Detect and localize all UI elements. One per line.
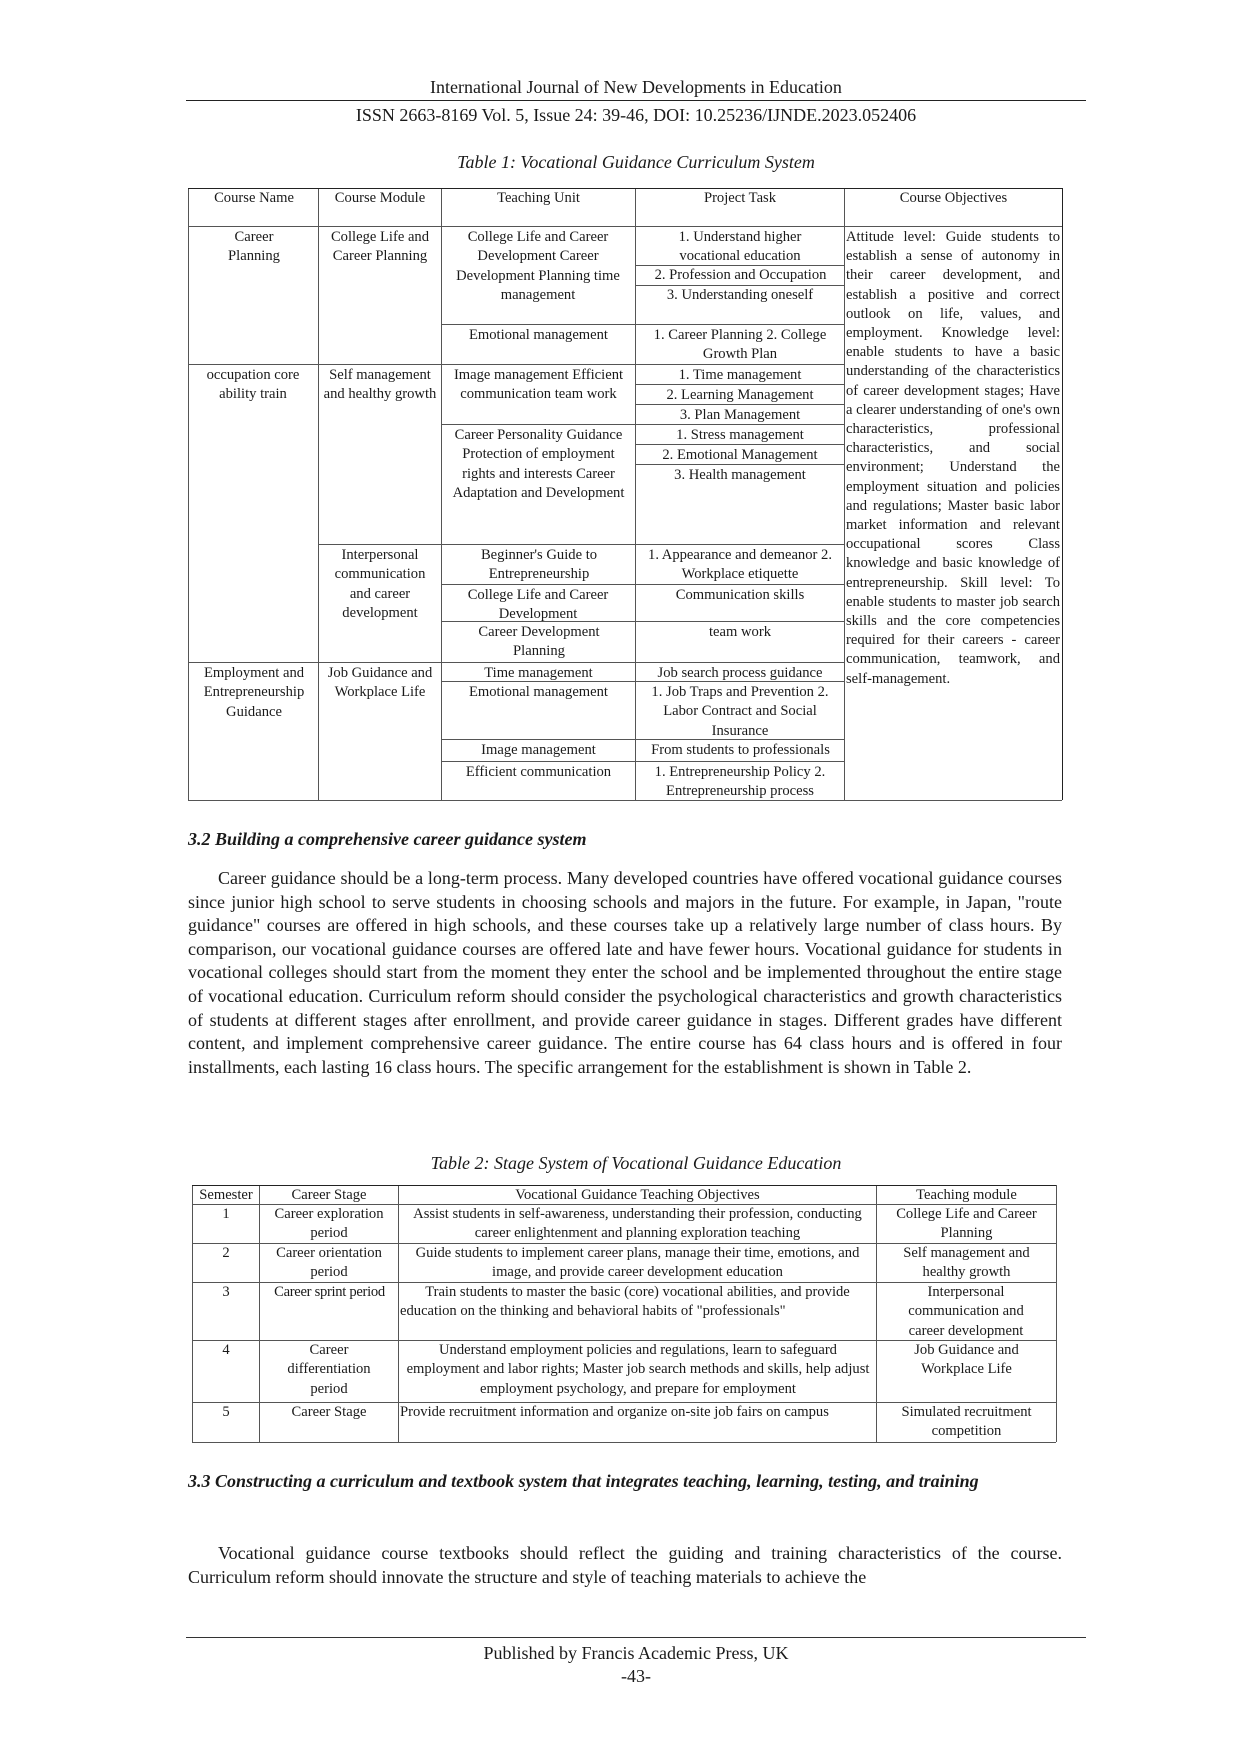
- t1-task: 3. Plan Management: [679, 407, 801, 423]
- t2-header-teaching-module: Teaching module: [916, 1187, 1017, 1203]
- t2-objectives: Assist students in self-awareness, understanding their profession, conducting career enlightenment and planning exploration teaching: [413, 1206, 862, 1242]
- t1-task: From students to professionals: [651, 742, 830, 758]
- t1-unit: College Life and Career Development Career Development Planning time management: [456, 229, 620, 304]
- t1-module: Interpersonal communication and career development: [334, 547, 426, 622]
- t1-course-name: Employment and Entrepreneurship Guidance: [203, 665, 305, 720]
- t2-module: Self management and healthy growth: [903, 1245, 1030, 1281]
- t1-task: Communication skills: [675, 587, 805, 603]
- footer-publisher: Published by Francis Academic Press, UK: [483, 1643, 789, 1663]
- t1-task: 1. Career Planning 2. College Growth Plan: [653, 327, 827, 363]
- t1-course-name: Career Planning: [228, 229, 280, 265]
- t2-stage: Career orientation period: [276, 1245, 382, 1281]
- t2-objectives: Guide students to implement career plans, manage their time, emotions, and image, and provide career development education: [415, 1245, 860, 1281]
- t2-objectives: Understand employment policies and regulations, learn to safeguard employment and labor rights; Master job search methods and skills, help adjust employment psychology, and prepare for employment: [406, 1342, 870, 1397]
- t1-unit: Efficient communication: [465, 764, 612, 780]
- t1-task: 1. Entrepreneurship Policy 2. Entrepreneurship process: [654, 764, 826, 800]
- t2-semester: 3: [222, 1284, 230, 1300]
- t1-unit: Time management: [484, 665, 593, 681]
- t1-task: 1. Time management: [678, 367, 802, 383]
- t1-module: College Life and Career Planning: [330, 229, 430, 265]
- t1-unit: Career Personality Guidance Protection of employment rights and interests Career Adaptation and Development: [452, 427, 625, 502]
- t2-stage: Career Stage: [291, 1404, 367, 1420]
- section-3-3-heading: 3.3 Constructing a curriculum and textbook system that integrates teaching, learning, testing, and training: [188, 1471, 979, 1491]
- t2-module: Interpersonal communication and career development: [908, 1284, 1024, 1339]
- t2-semester: 4: [222, 1342, 230, 1358]
- t1-task: 1. Appearance and demeanor 2. Workplace etiquette: [648, 547, 832, 583]
- section-3-3-paragraph: [188, 1542, 1062, 1589]
- t1-task: 2. Learning Management: [666, 387, 814, 403]
- journal-title: International Journal of New Developments in Education: [430, 77, 842, 97]
- t1-header-course-objectives: Course Objectives: [899, 190, 1008, 206]
- t1-task: 2. Emotional Management: [662, 447, 818, 463]
- t2-header-objectives: Vocational Guidance Teaching Objectives: [515, 1187, 760, 1203]
- t2-stage: Career sprint period: [274, 1284, 385, 1300]
- t1-header-course-name: Course Name: [214, 190, 294, 206]
- t2-module: Simulated recruitment competition: [901, 1404, 1032, 1440]
- t1-header-teaching-unit: Teaching Unit: [497, 190, 580, 206]
- t1-unit: Emotional management: [468, 684, 608, 700]
- paragraph-text: Vocational guidance course textbooks should reflect the guiding and training characteristics of the course. Curriculum reform should innovate the structure and style of teaching materials to achieve the: [188, 1543, 1062, 1587]
- t1-task: 1. Job Traps and Prevention 2. Labor Contract and Social Insurance: [651, 684, 829, 739]
- t1-task: 3. Health management: [674, 467, 806, 483]
- t2-semester: 2: [222, 1245, 230, 1261]
- paragraph-text: Career guidance should be a long-term process. Many developed countries have offered vocational guidance courses since junior high school to serve students in choosing schools and majors in the future. For example, in Japan, "route guidance" courses are offered in high schools, and these courses take up a relatively large number of class hours. By comparison, our vocational guidance courses are offered late and have fewer hours. Vocational guidance for students in vocational colleges should start from the moment they enter the school and be implemented throughout the entire stage of vocational education. Curriculum reform should consider the psychological characteristics and growth characteristics of students at different stages after enrollment, and provide career guidance in stages. Different grades have different content, and implement comprehensive career guidance. The entire course has 64 class hours and is offered in four installments, each lasting 16 class hours. The specific arrangement for the establishment is shown in Table 2.: [188, 868, 1062, 1077]
- table1-caption: Table 1: Vocational Guidance Curriculum System: [457, 152, 815, 172]
- t1-unit: Image management: [481, 742, 596, 758]
- t1-course-name: occupation core ability train: [206, 367, 300, 403]
- t1-course-objectives: Attitude level: Guide students to establish a sense of autonomy in their career development, and establish a positive and correct outlook on life, values, and employment. Knowledge level: enable students to have a basic understanding of the characteristics of career development stages; Have a clearer understanding of one's own characteristics, professional characteristics, and social environment; Understand the employment situation and policies and regulations; Master basic labor market information and relevant occupational scores Class knowledge and basic knowledge of entrepreneurship. Skill level: To enable students to master job search skills and the core competencies required for their careers - career communication, teamwork, and self-management.: [846, 229, 1060, 687]
- t1-task: team work: [708, 624, 771, 640]
- t1-task: Job search process guidance: [657, 665, 823, 681]
- t1-task: 3. Understanding oneself: [666, 287, 814, 303]
- t1-unit: Image management Efficient communication team work: [453, 367, 624, 403]
- t1-task: 1. Stress management: [676, 427, 804, 443]
- t1-task: 2. Profession and Occupation: [654, 267, 827, 283]
- t2-header-semester: Semester: [199, 1187, 253, 1203]
- t2-stage: Career differentiation period: [287, 1342, 371, 1397]
- t2-module: College Life and Career Planning: [896, 1206, 1037, 1242]
- t2-stage: Career exploration period: [274, 1206, 384, 1242]
- t2-header-career-stage: Career Stage: [291, 1187, 367, 1203]
- page-number: -43-: [621, 1666, 651, 1686]
- t1-unit: College Life and Career Development: [467, 587, 609, 623]
- t1-task: 1. Understand higher vocational education: [678, 229, 802, 265]
- t1-module: Job Guidance and Workplace Life: [327, 665, 433, 701]
- t1-header-course-module: Course Module: [334, 190, 426, 206]
- t1-unit: Emotional management: [468, 327, 608, 343]
- t2-module: Job Guidance and Workplace Life: [914, 1342, 1019, 1378]
- t2-semester: 1: [222, 1206, 230, 1222]
- t1-header-project-task: Project Task: [703, 190, 777, 206]
- table2-caption: Table 2: Stage System of Vocational Guidance Education: [430, 1153, 842, 1173]
- t1-unit: Beginner's Guide to Entrepreneurship: [480, 547, 598, 583]
- t1-unit: Career Development Planning: [478, 624, 600, 660]
- t2-objectives: Train students to master the basic (core) vocational abilities, and provide education on the thinking and behavioral habits of "professionals": [400, 1284, 850, 1320]
- t1-module: Self management and healthy growth: [323, 367, 437, 403]
- footer-rule: [186, 1637, 1086, 1638]
- journal-citation: ISSN 2663-8169 Vol. 5, Issue 24: 39-46, DOI: 10.25236/IJNDE.2023.052406: [355, 105, 917, 125]
- section-3-2-heading: 3.2 Building a comprehensive career guidance system: [188, 829, 587, 849]
- t2-semester: 5: [222, 1404, 230, 1420]
- t2-objectives: Provide recruitment information and organize on-site job fairs on campus: [400, 1404, 829, 1420]
